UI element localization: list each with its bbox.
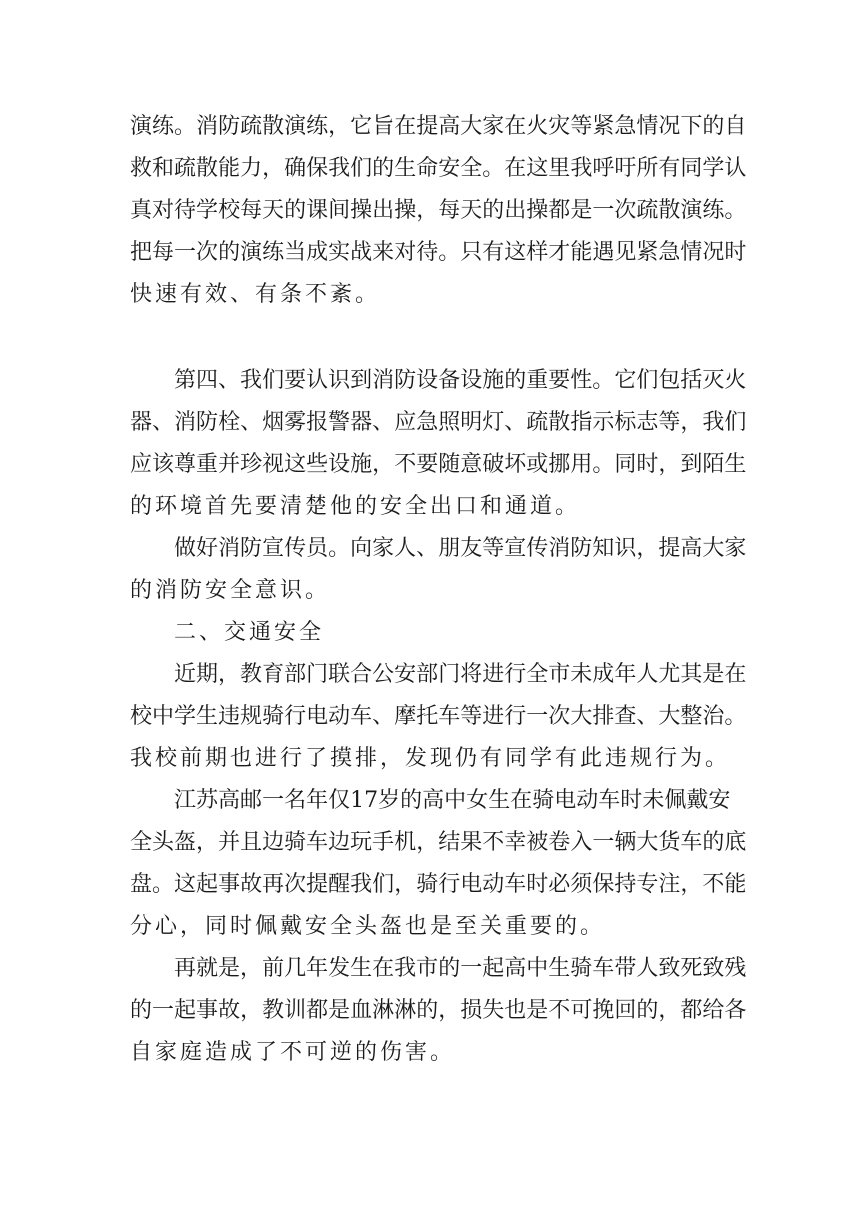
- text-line: 盘 。 这 起 事 故 再 次 提 醒 我 们 ， 骑 行 电 动 车 时 必 须 保 持 专 注 ， 不 能: [130, 872, 747, 897]
- text-line: 的 一 起 事 故 ， 教 训 都 是 血 淋 淋 的 ， 损 失 也 是 不 可 挽 回 的 ， 都 给 各: [130, 998, 747, 1023]
- text-line: 把 每 一 次 的 演 练 当 成 实 战 来 对 待 。 只 有 这 样 才 能 遇 见 紧 急 情 况 时: [130, 240, 747, 265]
- text-line: 我校前期也进行了摸排，发现仍有同学有此违规行为。: [130, 746, 731, 771]
- text-line: 二、交通安全: [174, 620, 325, 645]
- text-line: 的环境首先要清楚他的安全出口和通道。: [130, 494, 581, 519]
- text-line: 器 、 消 防 栓 、 烟 雾 报 警 器 、 应 急 照 明 灯 、 疏 散 指 示 标 志 等 ， 我 们: [130, 410, 747, 435]
- text-line: 做 好 消 防 宣 传 员 。 向 家 人 、 朋 友 等 宣 传 消 防 知 识 ， 提 高 大 家: [174, 536, 747, 561]
- text-line: 演 练 。 消 防 疏 散 演 练 ， 它 旨 在 提 高 大 家 在 火 灾 等 紧 急 情 况 下 的 自: [130, 114, 747, 139]
- text-line: 近 期 ， 教 育 部 门 联 合 公 安 部 门 将 进 行 全 市 未 成 年 人 尤 其 是 在: [174, 662, 747, 687]
- text-line: 分心，同时佩戴安全头盔也是至关重要的。: [130, 914, 606, 939]
- text-line: 真 对 待 学 校 每 天 的 课 间 操 出 操 ， 每 天 的 出 操 都 是 一 次 疏 散 演 练 。: [130, 198, 747, 223]
- text-line: 再 就 是 ， 前 几 年 发 生 在 我 市 的 一 起 高 中 生 骑 车 带 人 致 死 致 残: [174, 956, 747, 981]
- text-line: 救 和 疏 散 能 力 ， 确 保 我 们 的 生 命 安 全 。 在 这 里 我 呼 吁 所 有 同 学 认: [130, 156, 747, 181]
- text-line: 的消防安全意识。: [130, 578, 331, 603]
- text-line: 全 头 盔 ， 并 且 边 骑 车 边 玩 手 机 ， 结 果 不 幸 被 卷 入 一 辆 大 货 车 的 底: [130, 830, 747, 855]
- text-line: 校 中 学 生 违 规 骑 行 电 动 车 、 摩 托 车 等 进 行 一 次 大 排 查 、 大 整 治 。: [130, 704, 747, 729]
- text-line: 第 四 、 我 们 要 认 识 到 消 防 设 备 设 施 的 重 要 性 。 它 们 包 括 灭 火: [174, 368, 747, 393]
- text-line: 快速有效、有条不紊。: [130, 282, 381, 307]
- text-line: 自家庭造成了不可逆的伤害。: [130, 1040, 456, 1065]
- text-line: 江 苏 高 邮 一 名 年 仅 1 7 岁 的 高 中 女 生 在 骑 电 动 车 时 未 佩 戴 安: [174, 788, 731, 813]
- text-line: 应 该 尊 重 并 珍 视 这 些 设 施 ， 不 要 随 意 破 坏 或 挪 用 。 同 时 ， 到 陌 生: [130, 452, 747, 477]
